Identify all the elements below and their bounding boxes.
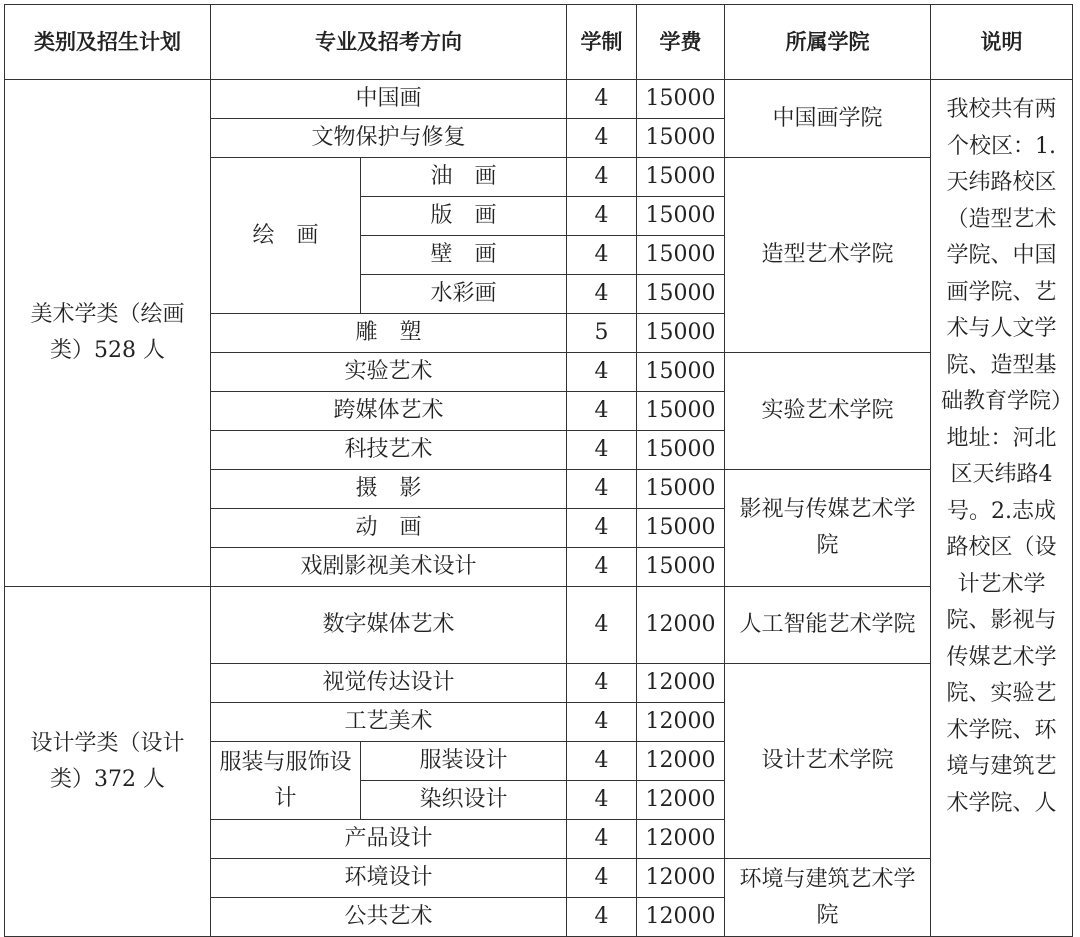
- category-cell-fine-arts: 美术学类（绘画类）528 人: [5, 80, 211, 587]
- major-cell: 水彩画: [361, 275, 567, 314]
- duration-cell: 4: [567, 742, 637, 781]
- college-cell: 中国画学院: [725, 80, 931, 158]
- major-cell: 版 画: [361, 197, 567, 236]
- duration-cell: 4: [567, 431, 637, 470]
- fee-cell: 12000: [637, 703, 725, 742]
- fee-cell: 15000: [637, 80, 725, 119]
- fee-cell: 15000: [637, 392, 725, 431]
- header-college: 所属学院: [725, 5, 931, 80]
- duration-cell: 4: [567, 548, 637, 587]
- fee-cell: 15000: [637, 197, 725, 236]
- category-cell-design: 设计学类（设计类）372 人: [5, 587, 211, 937]
- college-cell: 人工智能艺术学院: [725, 587, 931, 664]
- duration-cell: 5: [567, 314, 637, 353]
- table-row: [5, 80, 1073, 119]
- college-cell: 影视与传媒艺术学院: [725, 470, 931, 587]
- duration-cell: 4: [567, 80, 637, 119]
- duration-cell: 4: [567, 392, 637, 431]
- duration-cell: 4: [567, 781, 637, 820]
- fee-cell: 15000: [637, 470, 725, 509]
- fee-cell: 12000: [637, 859, 725, 898]
- major-cell: 产品设计: [211, 820, 567, 859]
- major-cell: 公共艺术: [211, 898, 567, 937]
- fee-cell: 15000: [637, 509, 725, 548]
- duration-cell: 4: [567, 898, 637, 937]
- fee-cell: 12000: [637, 781, 725, 820]
- fee-cell: 12000: [637, 742, 725, 781]
- fee-cell: 15000: [637, 314, 725, 353]
- header-major: 专业及招考方向: [211, 5, 567, 80]
- duration-cell: 4: [567, 353, 637, 392]
- college-cell: 实验艺术学院: [725, 353, 931, 470]
- major-cell: 工艺美术: [211, 703, 567, 742]
- fee-cell: 15000: [637, 275, 725, 314]
- major-cell: 跨媒体艺术: [211, 392, 567, 431]
- major-cell: 科技艺术: [211, 431, 567, 470]
- major-cell: 视觉传达设计: [211, 664, 567, 703]
- duration-cell: 4: [567, 119, 637, 158]
- duration-cell: 4: [567, 275, 637, 314]
- header-category: 类别及招生计划: [5, 5, 211, 80]
- table-row: [5, 587, 1073, 664]
- fee-cell: 15000: [637, 431, 725, 470]
- header-row: [5, 5, 1073, 80]
- fee-cell: 15000: [637, 548, 725, 587]
- fee-cell: 15000: [637, 119, 725, 158]
- duration-cell: 4: [567, 158, 637, 197]
- duration-cell: 4: [567, 470, 637, 509]
- major-cell: 摄 影: [211, 470, 567, 509]
- duration-cell: 4: [567, 859, 637, 898]
- major-cell: 雕 塑: [211, 314, 567, 353]
- fee-cell: 15000: [637, 353, 725, 392]
- major-cell: 数字媒体艺术: [211, 587, 567, 664]
- major-cell: 实验艺术: [211, 353, 567, 392]
- major-cell: 染织设计: [361, 781, 567, 820]
- duration-cell: 4: [567, 236, 637, 275]
- subgroup-cell-fashion: 服装与服饰设计: [211, 742, 361, 820]
- major-cell: 戏剧影视美术设计: [211, 548, 567, 587]
- admission-table: [4, 4, 1073, 937]
- duration-cell: 4: [567, 703, 637, 742]
- major-cell: 服装设计: [361, 742, 567, 781]
- duration-cell: 4: [567, 820, 637, 859]
- major-cell: 环境设计: [211, 859, 567, 898]
- major-cell: 油 画: [361, 158, 567, 197]
- fee-cell: 12000: [637, 587, 725, 664]
- major-cell: 文物保护与修复: [211, 119, 567, 158]
- duration-cell: 4: [567, 587, 637, 664]
- header-duration: 学制: [567, 5, 637, 80]
- college-cell: 环境与建筑艺术学院: [725, 859, 931, 937]
- major-cell: 中国画: [211, 80, 567, 119]
- college-cell: 设计艺术学院: [725, 664, 931, 859]
- fee-cell: 15000: [637, 158, 725, 197]
- note-cell: 我校共有两个校区：1.天纬路校区（造型艺术学院、中国画学院、艺术与人文学院、造型基础教育学院）地址：河北区天纬路4号。2.志成路校区（设计艺术学院、影视与传媒艺术学院、实验艺术学院、环境与建筑艺术学院、人: [931, 80, 1073, 937]
- fee-cell: 12000: [637, 898, 725, 937]
- fee-cell: 12000: [637, 664, 725, 703]
- fee-cell: 12000: [637, 820, 725, 859]
- header-fee: 学费: [637, 5, 725, 80]
- duration-cell: 4: [567, 197, 637, 236]
- duration-cell: 4: [567, 664, 637, 703]
- major-cell: 动 画: [211, 509, 567, 548]
- major-cell: 壁 画: [361, 236, 567, 275]
- header-note: 说明: [931, 5, 1073, 80]
- fee-cell: 15000: [637, 236, 725, 275]
- duration-cell: 4: [567, 509, 637, 548]
- college-cell: 造型艺术学院: [725, 158, 931, 353]
- subgroup-cell-painting: 绘 画: [211, 158, 361, 314]
